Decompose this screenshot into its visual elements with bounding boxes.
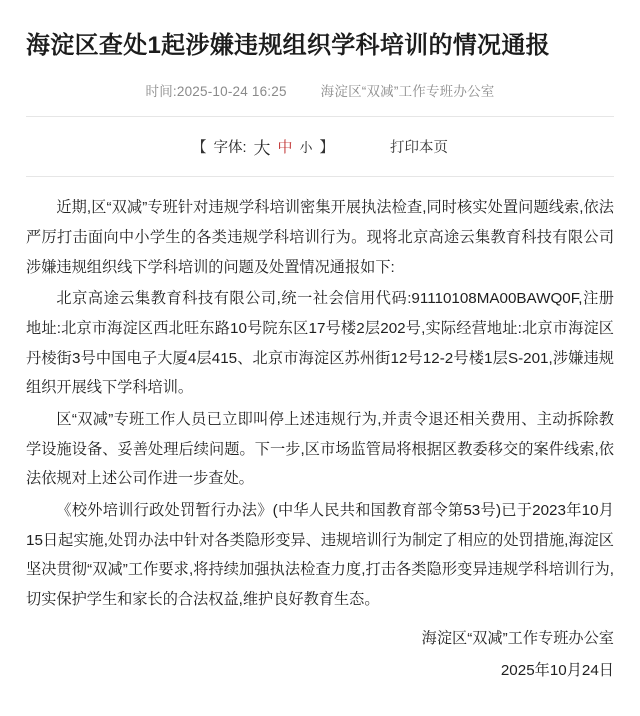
bracket-open: 【 [191,140,207,157]
publish-time: 时间:2025-10-24 16:25 [145,84,287,100]
print-page-button[interactable]: 打印本页 [390,140,449,157]
article-paragraph: 《校外培训行政处罚暂行办法》(中华人民共和国教育部令第53号)已于2023年10月15日起实施,处罚办法中针对各类隐形变异、违规培训行为制定了相应的处罚措施,海淀区坚决贯彻“双减”工作要求,将持续加强执法检查力度,打击各类隐形变异违规学科培训行为,切实保护学生和家长的合法权益,维护良好教育生态。 [26,501,614,608]
article-body [26,193,614,614]
article-toolbar [26,134,614,159]
font-size-small-button[interactable]: 小 [299,140,313,156]
article-paragraph: 近期,区“双减”专班针对违规学科培训密集开展执法检查,同时核实处置问题线索,依法严厉打击面向中小学生的各类违规学科培训行为。现将北京高途云集教育科技有限公司涉嫌违规组织线下学科培训的问题及处置情况通报如下: [26,199,614,276]
bracket-close: 】 [319,140,335,157]
meta-divider [26,116,614,117]
document-page [0,16,640,716]
article-signature: 海淀区“双减”工作专班办公室 [421,630,614,648]
font-size-label: 字体: [213,140,247,157]
article-meta [26,80,614,100]
font-size-controls [192,134,334,159]
page-title: 海淀区查处1起涉嫌违规组织学科培训的情况通报 [26,32,550,60]
article-date: 2025年10月24日 [500,662,614,680]
toolbar-divider [26,176,614,177]
article-source: 海淀区“双减”工作专班办公室 [320,84,495,100]
font-size-large-button[interactable]: 大 [253,139,271,159]
article-paragraph: 区“双减”专班工作人员已立即叫停上述违规行为,并责令退还相关费用、主动拆除教学设施设备、妥善处理后续问题。下一步,区市场监管局将根据区教委移交的案件线索,依法依规对上述公司作进一步查处。 [26,410,614,488]
article-paragraph: 北京高途云集教育科技有限公司,统一社会信用代码:91110108MA00BAWQ0F,注册地址:北京市海淀区西北旺东路10号院东区17号楼2层202号,实际经营地址:北京市海淀区丹棱街3号中国电子大厦4层415、北京市海淀区苏州街12号12-2号楼1层S-201,涉嫌违规组织开展线下学科培训。 [26,290,614,397]
font-size-medium-button[interactable]: 中 [277,139,293,157]
